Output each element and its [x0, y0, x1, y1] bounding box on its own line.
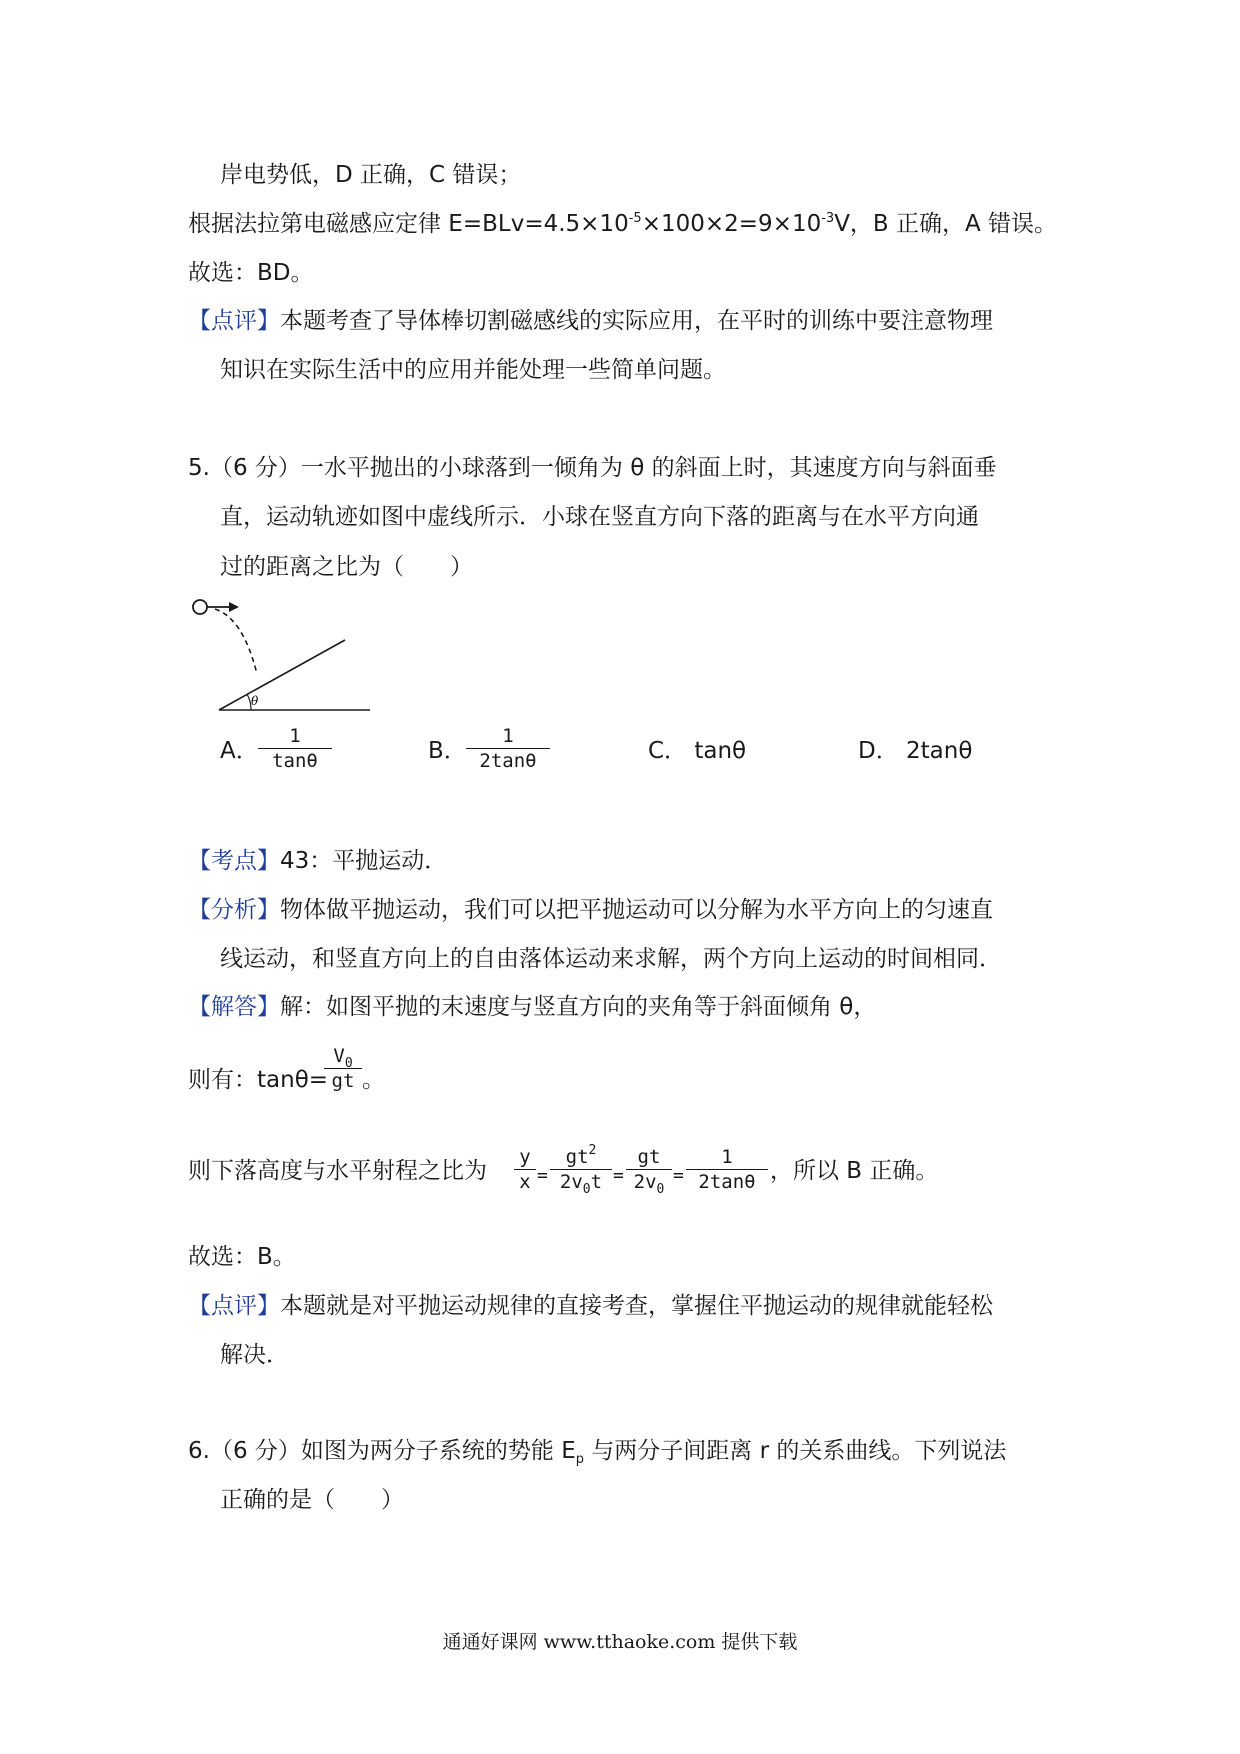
- ratio-fraction-3: [626, 1145, 672, 1197]
- numerator: gt: [565, 1146, 589, 1168]
- option-b-fraction: [466, 724, 550, 773]
- exponent: -5: [628, 211, 642, 226]
- q5-fenxi-line-2: 线运动，和竖直方向上的自由落体运动来求解，两个方向上运动的时间相同．: [220, 946, 1002, 972]
- exponent: -3: [821, 211, 835, 226]
- incline: [219, 640, 345, 710]
- kaodian-text: 43：平抛运动．: [280, 848, 448, 874]
- tan-fraction: [324, 1044, 362, 1093]
- prev-comment-line-1: [188, 306, 993, 336]
- q5-ratio-label: 则下落高度与水平射程之比为: [188, 1158, 487, 1184]
- formula-part: 根据法拉第电磁感应定律 E=BLv=4.5×10: [188, 211, 629, 237]
- q5-fenxi-line-1: [188, 895, 993, 925]
- q5-tan-eq-label: 则有：tanθ=: [188, 1067, 329, 1093]
- q5-stem-line-2: 直，运动轨迹如图中虚线所示．小球在竖直方向下落的距离与在水平方向通: [220, 504, 979, 530]
- q5-comment-line-1: [188, 1291, 993, 1321]
- q5-comment-line-2: 解决．: [220, 1342, 289, 1368]
- q6-stem-line-2: 正确的是（ ）: [220, 1487, 404, 1513]
- tan-eq-end: 。: [362, 1067, 385, 1093]
- ratio-fraction-1: [514, 1145, 536, 1194]
- q5-stem-line-3: 过的距离之比为（ ）: [220, 554, 473, 580]
- numerator: 1: [721, 1146, 733, 1168]
- equals-3: =: [673, 1165, 684, 1186]
- theta-label: θ: [251, 694, 259, 708]
- prev-line-2: [188, 209, 1057, 239]
- comment-tag: 【点评】: [188, 1293, 280, 1319]
- subscript: 0: [582, 1182, 591, 1197]
- comment-text: 本题就是对平抛运动规律的直接考查，掌握住平抛运动的规律就能轻松: [280, 1293, 993, 1319]
- option-b-label: B．: [428, 738, 467, 764]
- jieda-tag: 【解答】: [188, 994, 280, 1020]
- subscript: p: [575, 1452, 584, 1467]
- denominator: 2tanθ: [479, 750, 537, 772]
- denominator: gt: [331, 1070, 355, 1092]
- q5-figure: [185, 592, 375, 722]
- subscript: 0: [344, 1056, 353, 1071]
- formula-part: V，B 正确，A 错误。: [834, 211, 1058, 237]
- ratio-end: ，所以 B 正确。: [770, 1158, 939, 1184]
- denominator-tail: t: [590, 1171, 603, 1193]
- q6-stem-part: 与两分子间距离 r 的关系曲线。下列说法: [584, 1438, 1007, 1464]
- equals-2: =: [613, 1165, 624, 1186]
- option-c: C． tanθ: [648, 738, 747, 764]
- arrow-head: [229, 602, 239, 612]
- jieda-text: 解：如图平抛的末速度与竖直方向的夹角等于斜面倾角 θ，: [280, 994, 877, 1020]
- prev-comment-line-2: 知识在实际生活中的应用并能处理一些简单问题。: [220, 357, 726, 383]
- numerator: V: [333, 1045, 345, 1067]
- fenxi-text: 物体做平抛运动，我们可以把平抛运动可以分解为水平方向上的匀速直: [280, 897, 993, 923]
- denominator: x: [519, 1171, 531, 1193]
- denominator: 2v: [633, 1171, 657, 1193]
- option-a-label: A．: [220, 738, 259, 764]
- subscript: 0: [656, 1182, 665, 1197]
- q6-stem-part: 6.（6 分）如图为两分子系统的势能 E: [188, 1438, 576, 1464]
- trajectory: [215, 609, 257, 674]
- kaodian-tag: 【考点】: [188, 848, 280, 874]
- prev-line-1: 岸电势低，D 正确，C 错误；: [220, 162, 522, 188]
- q5-kaodian: [188, 846, 447, 876]
- denominator: 2v: [559, 1171, 583, 1193]
- fenxi-tag: 【分析】: [188, 897, 280, 923]
- numerator: y: [519, 1146, 531, 1168]
- ratio-fraction-4: [686, 1145, 768, 1194]
- numerator: 1: [289, 725, 301, 747]
- ball: [193, 600, 207, 614]
- page-footer: 通通好课网 www.tthaoke.com 提供下载: [442, 1631, 798, 1653]
- denominator: tanθ: [272, 750, 318, 772]
- comment-tag: 【点评】: [188, 308, 280, 334]
- prev-choice: 故选：BD。: [188, 260, 314, 286]
- q6-stem-line-1: [188, 1436, 1006, 1466]
- denominator: 2tanθ: [698, 1171, 756, 1193]
- q5-stem-line-1: 5.（6 分）一水平抛出的小球落到一倾角为 θ 的斜面上时，其速度方向与斜面垂: [188, 455, 997, 481]
- numerator: gt: [637, 1146, 661, 1168]
- ratio-fraction-2: [550, 1143, 612, 1197]
- superscript: 2: [588, 1143, 597, 1158]
- formula-part: ×100×2=9×10: [641, 211, 822, 237]
- numerator: 1: [502, 725, 514, 747]
- q5-jieda-line-1: [188, 992, 876, 1022]
- comment-text: 本题考查了导体棒切割磁感线的实际应用，在平时的训练中要注意物理: [280, 308, 993, 334]
- option-a-fraction: [258, 724, 332, 773]
- option-d: D． 2tanθ: [858, 738, 973, 764]
- q5-choice: 故选：B。: [188, 1244, 296, 1270]
- equals-1: =: [537, 1165, 548, 1186]
